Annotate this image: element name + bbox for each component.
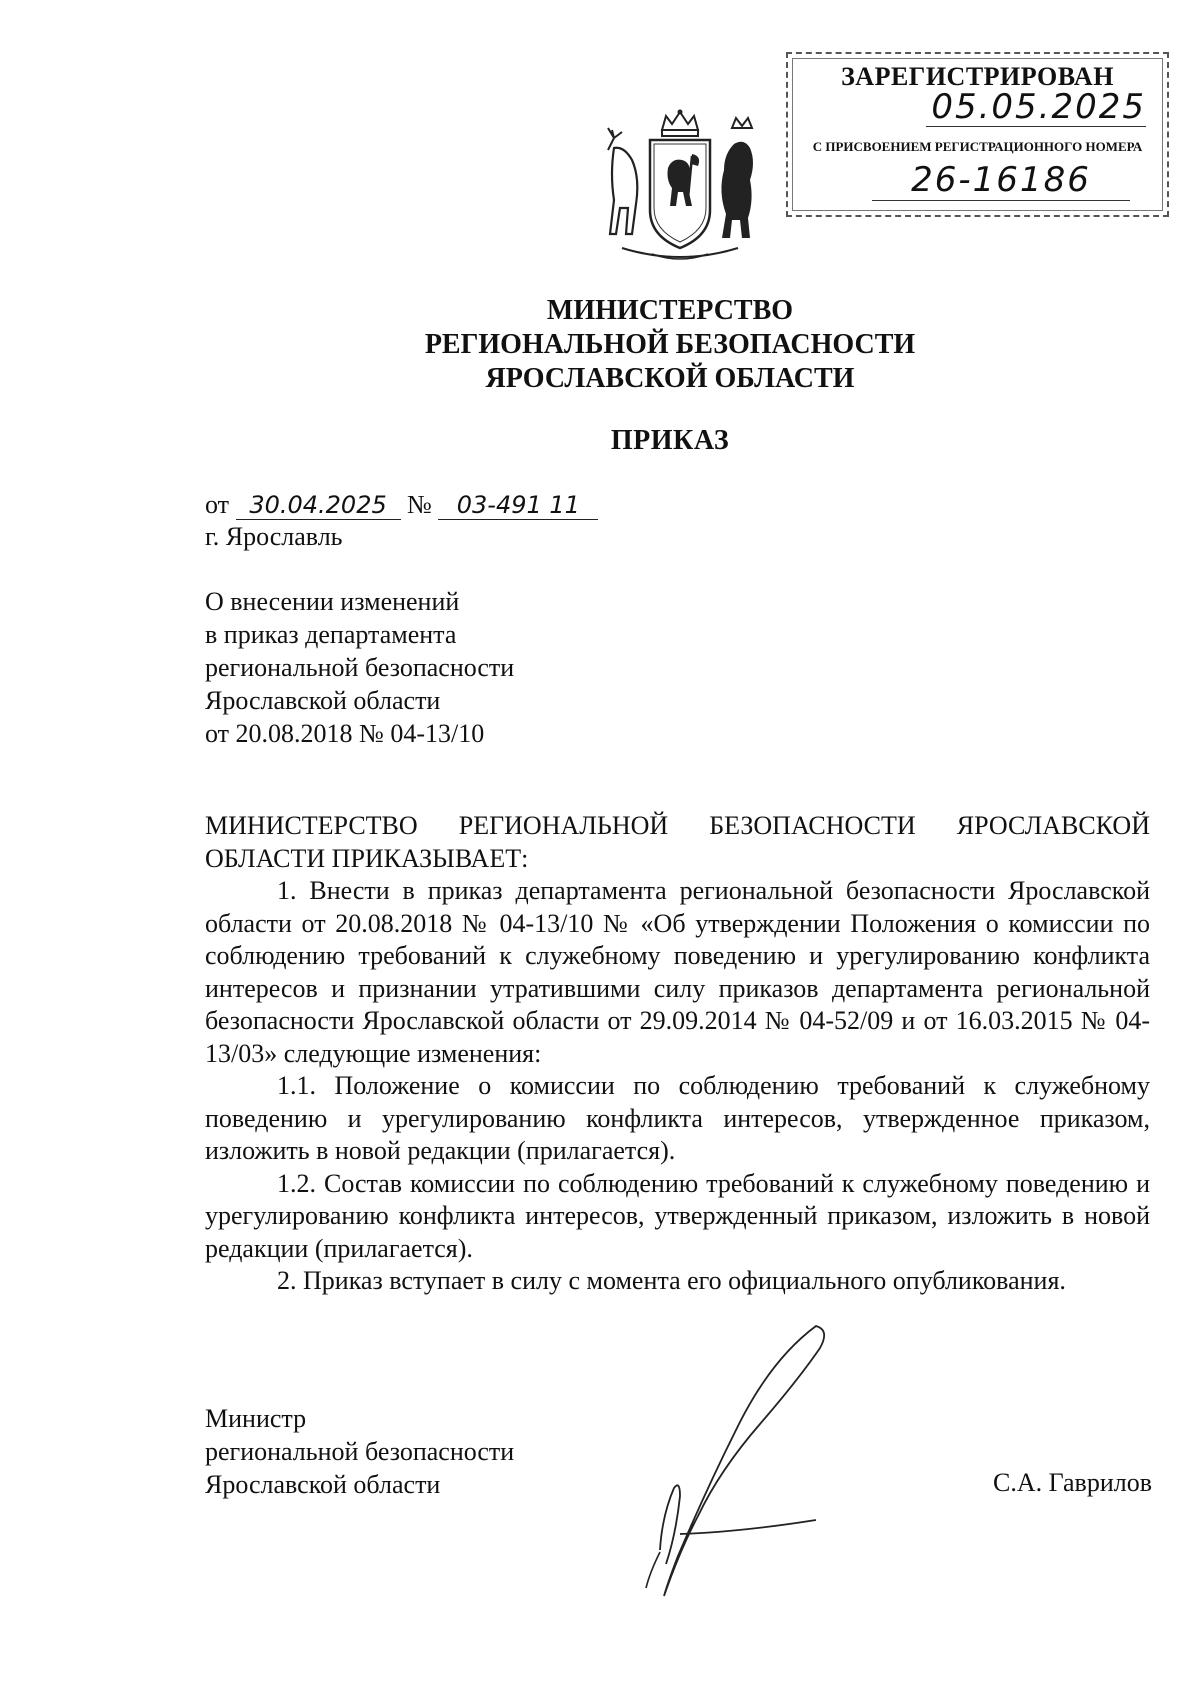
handwritten-signature-icon bbox=[620, 1320, 850, 1600]
ministry-title-line-2: РЕГИОНАЛЬНОЙ БЕЗОПАСНОСТИ bbox=[424, 329, 916, 360]
coat-of-arms-yaroslavl-icon bbox=[592, 108, 768, 268]
stamp-caption: С ПРИСВОЕНИЕМ РЕГИСТРАЦИОННОГО НОМЕРА bbox=[812, 139, 1143, 154]
order-body bbox=[205, 810, 1150, 1298]
order-item-1-1: 1.1. Положение о комиссии по соблюдению требований к служебному поведению и урегулированию конфликта интересов, утвержденное приказом, изложить в новой редакции (прилагается). bbox=[205, 1071, 1150, 1165]
subject-line: от 20.08.2018 № 04-13/10 bbox=[205, 719, 485, 748]
signatory-position-line: Ярославской области bbox=[205, 1470, 441, 1499]
signatory-position bbox=[205, 1402, 514, 1501]
stamp-registration-number: 26-16186 bbox=[872, 160, 1130, 201]
signatory-name: С.А. Гаврилов bbox=[993, 1468, 1152, 1497]
number-label: № bbox=[407, 490, 432, 519]
stamp-title: ЗАРЕГИСТРИРОВАН bbox=[841, 62, 1114, 91]
document-type: ПРИКАЗ bbox=[610, 425, 730, 456]
ministry-title-line-3: ЯРОСЛАВСКОЙ ОБЛАСТИ bbox=[485, 363, 855, 394]
order-item-2: 2. Приказ вступает в силу с момента его официального опубликования. bbox=[277, 1266, 1066, 1295]
order-subject bbox=[205, 585, 514, 750]
signatory-position-line: региональной безопасности bbox=[205, 1437, 515, 1466]
order-preamble: МИНИСТЕРСТВО РЕГИОНАЛЬНОЙ БЕЗОПАСНОСТИ ЯРОСЛАВСКОЙ ОБЛАСТИ ПРИКАЗЫВАЕТ: bbox=[205, 811, 1150, 873]
stamp-date: 05.05.2025 bbox=[926, 88, 1146, 127]
order-item-1: 1. Внести в приказ департамента региональной безопасности Ярославской области от 20.08.2018 № 04-13/10 № «Об утверждении Положения о комиссии по соблюдению требований к служебному поведению и урегулированию конфликта интересов и признании утратившими силу приказов департамента региональной безопасности Ярославской области от 29.09.2014 № 04-52/09 и от 16.03.2015 № 04-13/03» следующие изменения: bbox=[205, 876, 1150, 1068]
order-number: 03-491 11 bbox=[438, 491, 598, 520]
order-date-number-line bbox=[205, 490, 598, 520]
subject-line: О внесении изменений bbox=[205, 587, 460, 616]
order-date: 30.04.2025 bbox=[236, 491, 401, 520]
subject-line: Ярославской области bbox=[205, 686, 441, 715]
order-city: г. Ярославль bbox=[205, 522, 343, 551]
from-label: от bbox=[205, 490, 230, 519]
ministry-title-line-1: МИНИСТЕРСТВО bbox=[546, 295, 794, 326]
subject-line: в приказ департамента bbox=[205, 620, 457, 649]
subject-line: региональной безопасности bbox=[205, 653, 515, 682]
signatory-position-line: Министр bbox=[205, 1404, 307, 1433]
registration-stamp bbox=[786, 52, 1169, 217]
order-item-1-2: 1.2. Состав комиссии по соблюдению требований к служебному поведению и урегулированию конфликта интересов, утвержденный приказом, изложить в новой редакции (прилагается). bbox=[205, 1168, 1150, 1263]
